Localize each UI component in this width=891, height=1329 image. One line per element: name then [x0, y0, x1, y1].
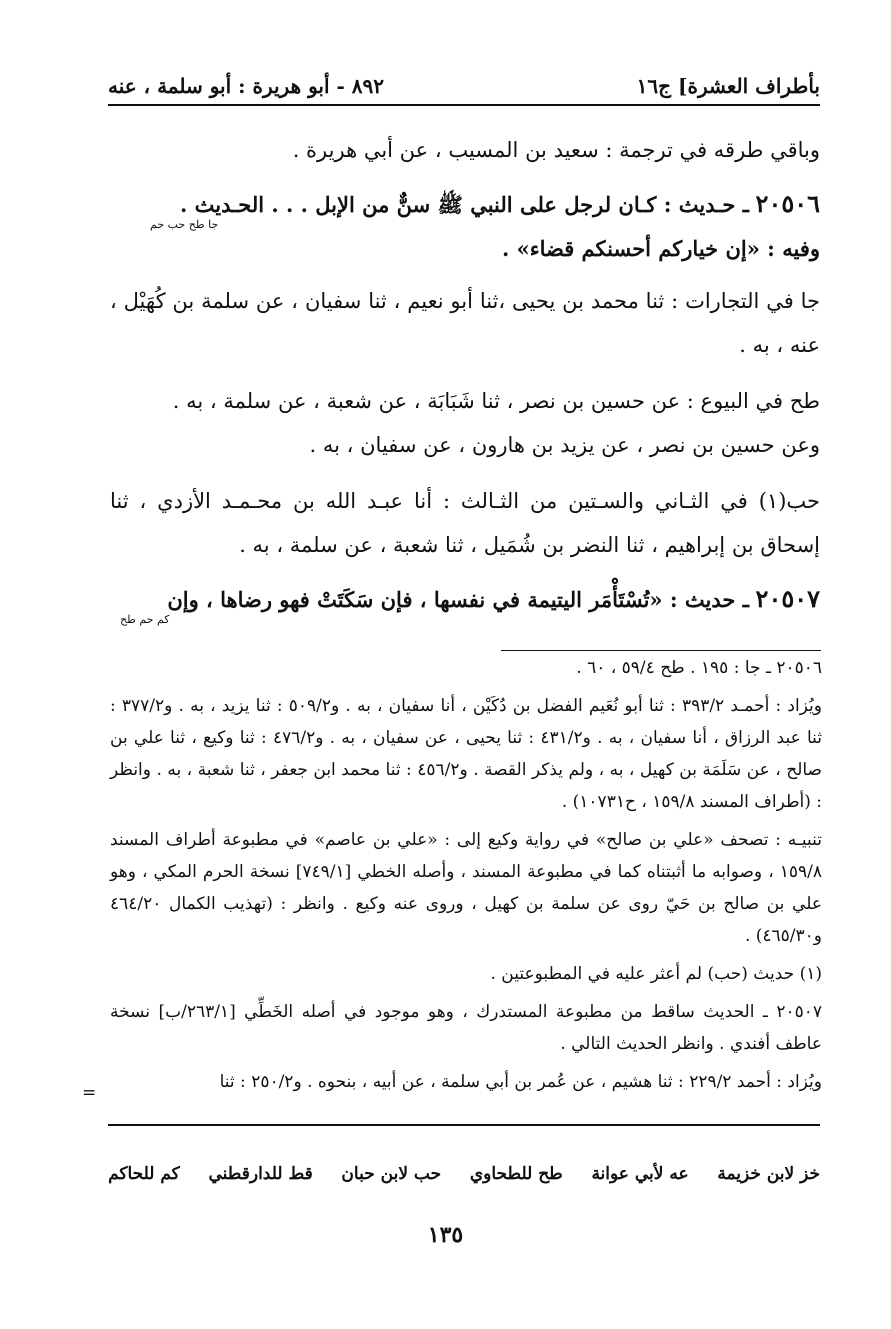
note-20506: ٢٠٥٠٦ ـ جا : ١٩٥ . طح ٥٩/٤ ، ٦٠ . [576, 658, 822, 678]
paragraph-tah-line1: طح في البيوع : عن حسين بن نصر ، ثنا شَبَابَة ، عن شعبة ، عن سلمة ، به . [172, 389, 820, 413]
main-text [110, 128, 820, 638]
hadith-heading: ـ حـديث : كـان لرجل على النبي ﷺ سنٌّ من الإبل . . . الحـديث . [180, 192, 749, 217]
paragraph-ja: جا في التجارات : ثنا محمد بن يحيى ،ثنا أبو نعيم ، ثنا سفيان ، عن سلمة بن كُهَيْل ، عنه ، به . [110, 289, 820, 357]
hadith-sources: جا طح حب حم [150, 218, 219, 231]
header-rule [108, 104, 820, 106]
hadith-number: ٢٠٥٠٧ [755, 584, 820, 613]
hadith-20507 [110, 579, 820, 626]
abbr-item: حب لابن حبان [341, 1164, 442, 1184]
header-left: ٨٩٢ - أبو هريرة : أبو سلمة ، عنه [108, 74, 385, 98]
paragraph-intro: وباقي طرقه في ترجمة : سعيد بن المسيب ، عن أبي هريرة . [292, 138, 820, 162]
continuation-mark: = [82, 1083, 97, 1103]
abbr-item: خز لابن خزيمة [717, 1164, 820, 1184]
abbreviations-rule [108, 1124, 820, 1126]
hadith-sources: كم حم طح [120, 613, 170, 626]
hadith-number: ٢٠٥٠٦ [755, 189, 820, 218]
abbr-item: قط للدارقطني [208, 1164, 313, 1184]
abbr-item: كم للحاكم [108, 1164, 180, 1184]
paragraph-tah-line2: وعن حسين بن نصر ، عن يزيد بن هارون ، عن سفيان ، به . [309, 433, 820, 457]
hadith-heading: ـ حديث : «تُسْتَأْمَر اليتيمة في نفسها ، فإن سَكَتَتْ فهو رضاها ، وإن [167, 587, 749, 612]
header-right: بأطراف العشرة] ج١٦ [636, 74, 820, 98]
paragraph-hib: حب(١) في الثـاني والسـتين من الثـالث : أنا عبـد الله بن محـمـد الأزدي ، ثنا إسحاق بن إبراهيم ، ثنا النضر بن شُمَيل ، ثنا شعبة ، عن سلمة ، به . [110, 489, 820, 557]
running-header [108, 58, 820, 98]
hadith-continuation: وفيه : «إن خياركم أحسنكم قضاء» . [501, 236, 820, 261]
hadith-20506 [110, 184, 820, 267]
paragraph-tah [110, 379, 820, 467]
abbr-item: عه لأبي عوانة [591, 1164, 689, 1184]
note-hib: (١) حديث (حب) لم أعثر عليه في المطبوعتين . [490, 964, 822, 984]
abbr-item: طح للطحاوي [469, 1164, 563, 1184]
note-ahmad-2: ويُزاد : أحمد ٢٢٩/٢ : ثنا هشيم ، عن عُمر بن أبي سلمة ، عن أبيه ، بنحوه . و٢٥٠/٢ : ثنا [219, 1072, 822, 1092]
note-ahmad: ويُزاد : أحمـد ٣٩٣/٢ : ثنا أبو نُعَيم الفضل بن دُكَيْن ، أنا سفيان ، به . و٥٠٩/٢ : ثنا يزيد ، به . و٣٧٧/٢ : ثنا عبد الرزاق ، أنا سفيان ، به . و٤٣١/٢ : ثنا يحيى ، عن سفيان ، به . و٤٧٦/٢ : ثنا وكيع ، ثنا علي بن صالح ، عن سَلَمَة بن كهيل ، به ، ولم يذكر القصة . و٤٥٦/٢ : ثنا محمد ابن جعفر ، ثنا شعبة ، به . وانظر : (أطراف المسند ١٥٩/٨ ، ح١٠٧٣١) . [110, 696, 823, 812]
note-tanbih: تنبيـه : تصحف «علي بن صالح» في رواية وكيع إلى : «علي بن عاصم» في مطبوعة أطراف المسند ١٥٩/٨ ، وصوابه ما أثبتناه كما في مطبوعة المسند ، وأصله الخطي [٧٤٩/١] نسخة الحرم المكي ، وهو علي بن صالح بن حَيّ روى عن سلمة بن كهيل ، وروى عنه وكيع . وانظر : (تهذيب الكمال ٤٦٤/٢٠ و٤٦٥/٣٠) . [110, 830, 822, 946]
footnote-rule [501, 650, 821, 651]
page-number: ١٣٥ [427, 1222, 464, 1248]
abbreviations-key [108, 1164, 820, 1184]
note-20507: ٢٠٥٠٧ ـ الحديث ساقط من مطبوعة المستدرك ، وهو موجود في أصله الخَطِّي [٢٦٣/١/ب] نسخة عاطف أفندي . وانظر الحديث التالي . [110, 1002, 822, 1054]
footnotes [110, 652, 822, 1104]
